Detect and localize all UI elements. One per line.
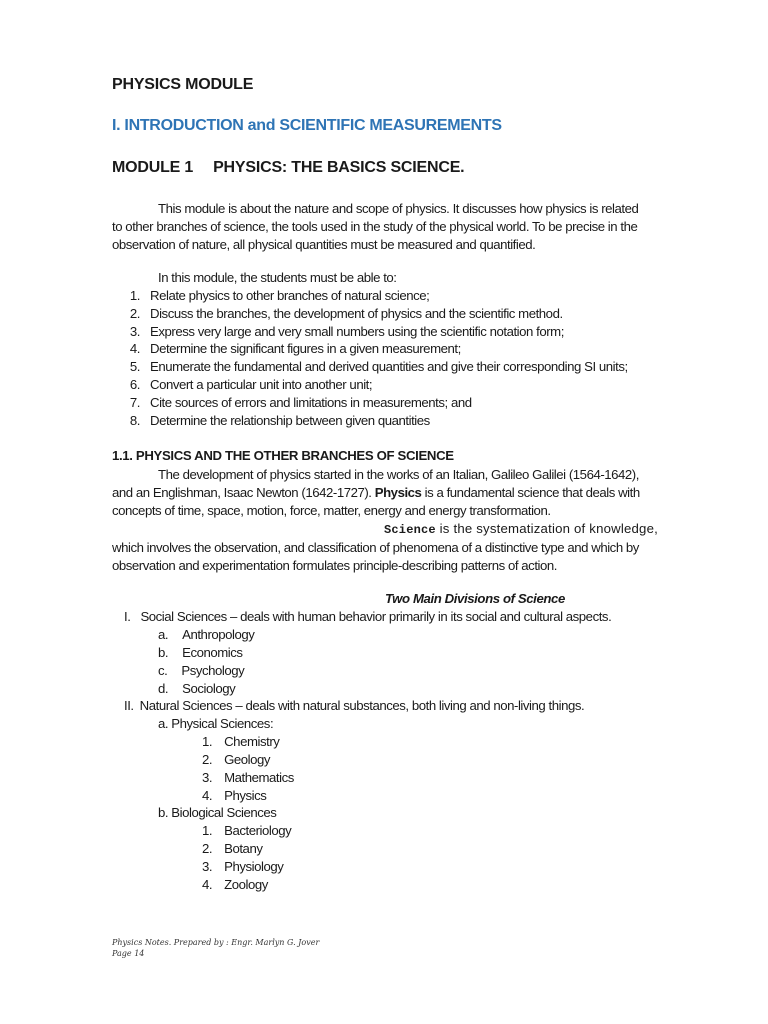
- objective-item: 8. Determine the relationship between given quantities: [129, 412, 430, 428]
- physical-sciences-label: a. Physical Sciences:: [158, 716, 274, 731]
- biological-subitem: 2. Botany: [202, 841, 263, 856]
- footer-credit: Physics Notes. Prepared by : Engr. Marlyn G. Jover: [112, 938, 320, 947]
- intro-paragraph: [112, 200, 660, 254]
- physics-term: Physics: [374, 485, 422, 500]
- natural-sciences-item: II. Natural Sciences – deals with natural substances, both living and non-living things.: [124, 698, 585, 713]
- physical-subitem: 3. Mathematics: [202, 770, 294, 785]
- science-line-3: observation and experimentation formulates principle-describing patterns of action.: [112, 558, 557, 573]
- module-name: PHYSICS: THE BASICS SCIENCE.: [213, 159, 465, 176]
- intro-line-1: This module is about the nature and scope of physics. It discusses how physics is related: [158, 201, 639, 216]
- physical-subitem: 2. Geology: [202, 752, 271, 767]
- physics-line-2: and an Englishman, Isaac Newton (1642-1727). Physics is a fundamental science that deals with: [112, 485, 640, 500]
- objectives-intro: In this module, the students must be able to:: [158, 270, 397, 285]
- science-line-1: Science is the systematization of knowledge,: [384, 521, 658, 537]
- social-sciences-item: I. Social Sciences – deals with human behavior primarily in its social and cultural aspects.: [124, 609, 612, 624]
- social-subitem: c. Psychology: [158, 663, 245, 678]
- biological-subitem: 4. Zoology: [202, 877, 268, 892]
- module-heading: [112, 159, 464, 177]
- section-heading: 1.1. PHYSICS AND THE OTHER BRANCHES OF SCIENCE: [112, 448, 454, 463]
- module-title: PHYSICS MODULE: [112, 76, 254, 93]
- social-subitem: b. Economics: [158, 645, 243, 660]
- biological-sciences-label: b. Biological Sciences: [158, 805, 277, 820]
- intro-line-2: to other branches of science, the tools used in the study of the physical world. To be precise in the: [112, 219, 638, 234]
- physics-line-3: concepts of time, space, motion, force, matter, energy and energy transformation.: [112, 503, 551, 518]
- physics-paragraph: [112, 466, 660, 520]
- science-paragraph: [112, 520, 660, 575]
- biological-subitem: 1. Bacteriology: [202, 823, 292, 838]
- page-number: Page 14: [112, 949, 145, 958]
- science-term: Science: [384, 523, 436, 537]
- physical-subitem: 4. Physics: [202, 788, 267, 803]
- intro-line-3: observation of nature, all physical quantities must be measured and quantified.: [112, 237, 536, 252]
- social-subitem: d. Sociology: [158, 681, 236, 696]
- page-footer: [112, 937, 319, 959]
- social-subitem: a. Anthropology: [158, 627, 255, 642]
- objective-item: 6. Convert a particular unit into another unit;: [129, 376, 373, 392]
- physical-subitem: 1. Chemistry: [202, 734, 280, 749]
- divisions-title: Two Main Divisions of Science: [385, 591, 565, 606]
- objective-item: 3. Express very large and very small numbers using the scientific notation form;: [129, 323, 564, 339]
- objective-item: 2. Discuss the branches, the development of physics and the scientific method.: [129, 305, 563, 321]
- science-line-2: which involves the observation, and classification of phenomena of a distinctive type and which by: [112, 540, 639, 555]
- objective-item: 4. Determine the significant figures in a given measurement;: [129, 341, 461, 357]
- module-label: MODULE 1: [112, 159, 194, 176]
- biological-subitem: 3. Physiology: [202, 859, 284, 874]
- objectives-list: [112, 287, 628, 429]
- physics-line-1: The development of physics started in the works of an Italian, Galileo Galilei (1564-1642),: [158, 467, 639, 482]
- objective-item: 7. Cite sources of errors and limitations in measurements; and: [129, 394, 472, 410]
- objective-item: 1. Relate physics to other branches of natural science;: [129, 288, 430, 303]
- section-title: I. INTRODUCTION and SCIENTIFIC MEASUREMENTS: [112, 117, 502, 134]
- objective-item: 5. Enumerate the fundamental and derived quantities and give their corresponding SI units;: [129, 359, 628, 375]
